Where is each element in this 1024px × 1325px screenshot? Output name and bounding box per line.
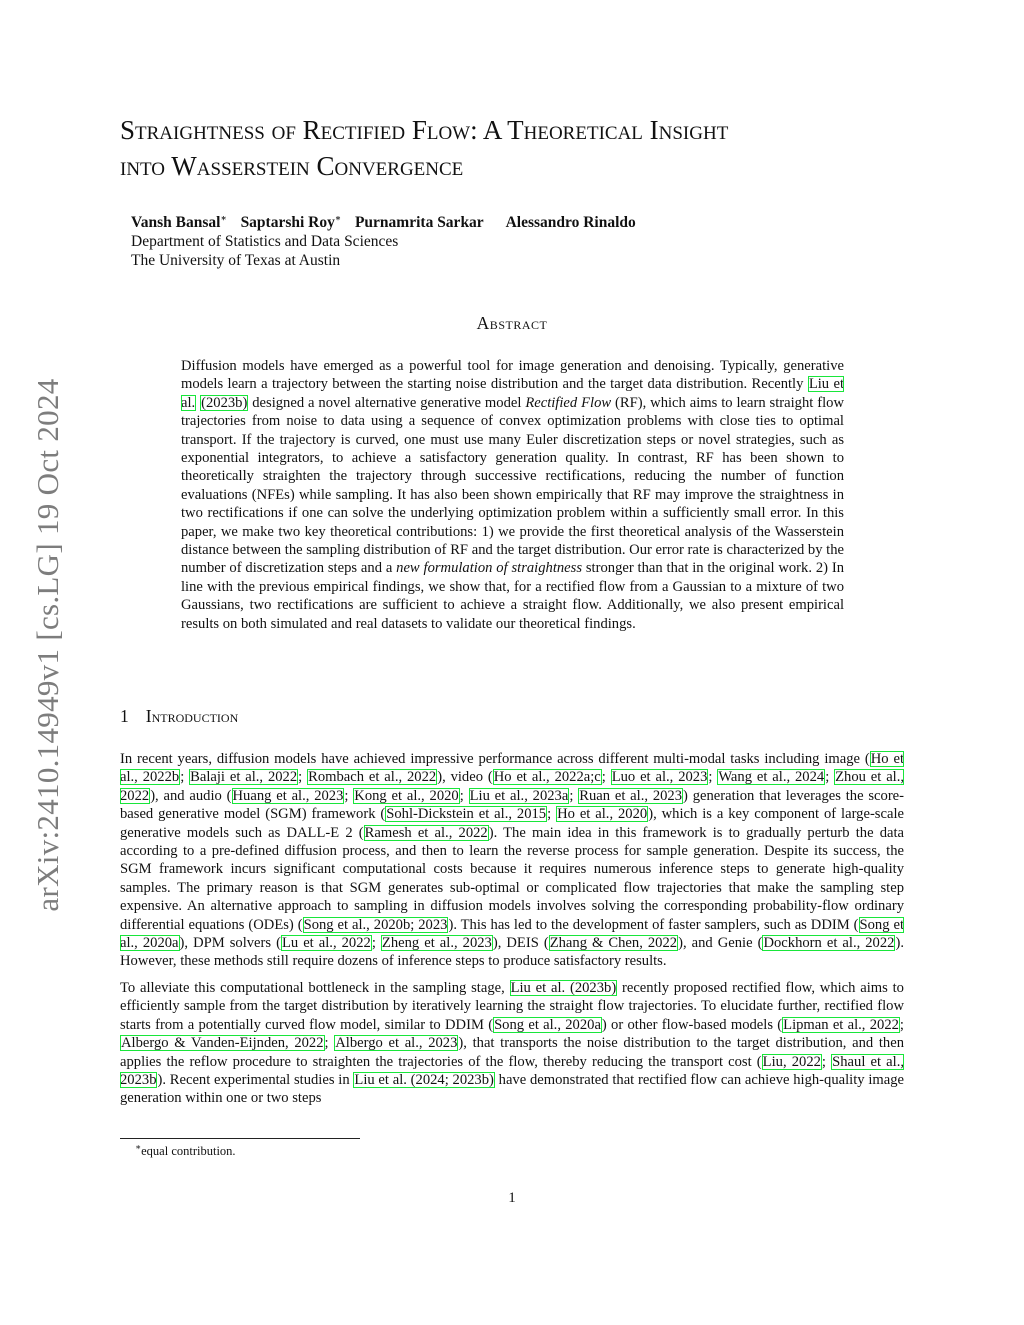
citation-link[interactable]: Ho et al., 2022a;c bbox=[493, 769, 601, 786]
body-text: have demonstrated that rectified flow can achieve high-quality image generation within one or two steps bbox=[120, 1071, 904, 1107]
citation-link[interactable]: Rombach et al., 2022 bbox=[308, 769, 437, 786]
author-university: The University of Texas at Austin bbox=[131, 252, 341, 270]
footnote: ∗equal contribution. bbox=[135, 1142, 236, 1159]
citation-link[interactable]: Shaul et al., 2023b bbox=[120, 1053, 905, 1088]
citation-link[interactable]: Song et al., 2020a bbox=[120, 916, 904, 952]
section-number: 1 bbox=[120, 706, 129, 726]
title-line-1: Straightness of Rectified Flow: A Theoretical Insight bbox=[120, 115, 729, 145]
body-text: ; bbox=[459, 787, 469, 804]
body-text: ). Recent experimental studies in bbox=[157, 1071, 354, 1088]
citation-link[interactable]: (2023b) bbox=[201, 394, 248, 411]
citation-link[interactable]: Song et al., 2020a bbox=[494, 1016, 601, 1033]
body-text: ; bbox=[899, 1016, 904, 1033]
body-text: In recent years, diffusion models have achieved impressive performance across different multi-modal tasks including image ( bbox=[120, 751, 870, 767]
citation-link[interactable]: Dockhorn et al., 2022 bbox=[763, 935, 895, 952]
body-text: ). This has led to the development of faster samplers, such as DDIM ( bbox=[448, 916, 859, 933]
author-name: Purnamrita Sarkar bbox=[354, 214, 484, 232]
author-name: Alessandro Rinaldo bbox=[505, 214, 636, 232]
citation-link[interactable]: Liu et al. (2023b) bbox=[510, 979, 617, 996]
citation-link[interactable]: Liu et al. (2024; 2023b) bbox=[354, 1071, 494, 1088]
body-text: recently proposed rectified flow, which aims to efficiently sample from the target distribution by iteratively learning the straight flow trajectories. To elucidate further, rectified flow starts from a potentially curved flow model, similar to DDIM ( bbox=[120, 979, 904, 1033]
title-line-2: into Wasserstein Convergence bbox=[120, 151, 464, 181]
citation-link[interactable]: Luo et al., 2023 bbox=[611, 769, 708, 786]
citation-link[interactable]: Ruan et al., 2023 bbox=[579, 787, 683, 804]
body-text: ; bbox=[180, 769, 190, 786]
body-text: ; bbox=[601, 769, 611, 786]
body-text: ; bbox=[708, 769, 718, 786]
body-text: ) generation that leverages the score-based generative model (SGM) framework ( bbox=[120, 787, 905, 823]
footnote-divider bbox=[120, 1138, 360, 1139]
citation-link[interactable]: Wang et al., 2024 bbox=[718, 769, 825, 786]
body-text: ; bbox=[569, 787, 579, 804]
body-text: ), DEIS ( bbox=[492, 935, 549, 952]
citation-link[interactable]: Ramesh et al., 2022 bbox=[364, 824, 488, 841]
citation-link[interactable]: Huang et al., 2023 bbox=[232, 787, 344, 804]
body-text: ; bbox=[298, 769, 308, 786]
body-text: ; bbox=[371, 935, 381, 952]
citation-link[interactable]: Lipman et al., 2022 bbox=[783, 1016, 899, 1033]
body-text: To alleviate this computational bottleneck in the sampling stage, bbox=[120, 979, 510, 996]
citation-link[interactable]: Albergo & Vanden-Eijnden, 2022 bbox=[121, 1035, 324, 1052]
section-heading-introduction bbox=[120, 706, 238, 727]
body-text: ). However, these methods still require dozens of inference steps to produce satisfactory results. bbox=[120, 935, 904, 970]
body-text: ; bbox=[821, 1053, 832, 1070]
citation-link[interactable]: Albergo et al., 2023 bbox=[335, 1035, 458, 1052]
author-block bbox=[131, 209, 646, 270]
section-title: Introduction bbox=[145, 706, 239, 726]
body-text: ), and audio ( bbox=[150, 787, 232, 804]
citation-link[interactable]: Liu et al. bbox=[181, 376, 844, 411]
body-text: ), and Genie ( bbox=[678, 935, 763, 952]
citation-link[interactable]: Ho et al., 2020 bbox=[557, 806, 648, 823]
page-number: 1 bbox=[508, 1190, 516, 1206]
author-name: Saptarshi Roy∗ bbox=[240, 213, 342, 232]
citation-link[interactable]: Lu et al., 2022 bbox=[281, 935, 371, 952]
body-text: ), video ( bbox=[437, 769, 493, 786]
body-text: ; bbox=[825, 769, 835, 786]
intro-paragraph-2 bbox=[120, 979, 904, 1108]
citation-link[interactable]: Sohl-Dickstein et al., 2015 bbox=[386, 806, 547, 823]
intro-paragraph-1 bbox=[120, 750, 904, 971]
body-text: ). The main idea in this framework is to gradually perturb the data according to a pre-defined diffusion process, and then to learn the reverse process for sample generation. Despite its success, the SGM framework incurs significant computational costs because it requires numerous inference steps to generate high-quality samples. The primary reason is that SGM generates sub-optimal or complicated flow trajectories that make the sampling step expensive. An alternative approach to sampling in diffusion models involves solving the corresponding probability-flow ordinary differential equations (ODEs) ( bbox=[120, 824, 905, 933]
arxiv-identifier: arXiv:2410.14949v1 [cs.LG] 19 Oct 2024 bbox=[30, 378, 65, 912]
body-text: ), which is a key component of large-scale generative models such as DALL-E 2 ( bbox=[120, 806, 904, 841]
abstract-heading: Abstract bbox=[476, 313, 548, 333]
citation-link[interactable]: Liu et al., 2023a bbox=[469, 787, 569, 804]
citation-link[interactable]: Liu, 2022 bbox=[762, 1053, 821, 1070]
abstract-text: Diffusion models have emerged as a powerful tool for image generation and denoising. Typically, generative models learn a trajectory between the starting noise distribution and the target data distribution. Recently Liu et al. (2023b) designed a novel alternative generative model Rectified Flow (RF), which aims to learn straight flow trajectories from noise to data using a sequence of convex optimization problems with close ties to optimal transport. If the trajectory is curved, one must use many Euler discretization steps or novel strategies, such as exponential integrators, to achieve a satisfactory generation quality. In contrast, RF has been shown to theoretically straighten the trajectory through successive rectifications, reducing the number of function evaluations (NFEs) while sampling. It has also been shown empirically that RF may improve the straightness in two rectifications if one can solve the underlying optimization problem within a sufficiently small error. In this paper, we make two key theoretical contributions: 1) we provide the first theoretical analysis of the Wasserstein distance between the sampling distribution of RF and the target distribution. Our error rate is characterized by the number of discretization steps and a new formulation of straightness stronger than that in the original work. 2) In line with the previous empirical findings, we show that, for a rectified flow from a Gaussian to a mixture of two Gaussians, two rectifications are sufficient to achieve a straight flow. Additionally, we also present empirical results on both simulated and real datasets to validate our theoretical findings. bbox=[181, 358, 844, 632]
citation-link[interactable]: Song et al., 2020b; 2023 bbox=[303, 916, 448, 933]
body-text: ; bbox=[547, 806, 557, 823]
body-text: ), that transports the noise distribution to the target distribution, and then applies the reflow procedure to straighten the trajectories of the flow, thereby reducing the transport cost ( bbox=[120, 1035, 904, 1070]
citation-link[interactable]: Balaji et al., 2022 bbox=[190, 769, 298, 786]
citation-link[interactable]: Ho et al., 2022b bbox=[120, 751, 904, 786]
citation-link[interactable]: Zheng et al., 2023 bbox=[381, 935, 492, 952]
citation-link[interactable]: Zhou et al., 2022 bbox=[120, 769, 905, 804]
citation-link[interactable]: Kong et al., 2020 bbox=[354, 787, 459, 804]
author-names bbox=[131, 209, 646, 232]
citation-link[interactable]: Zhang & Chen, 2022 bbox=[549, 935, 678, 952]
body-text: ; bbox=[344, 787, 354, 804]
body-text: ), DPM solvers ( bbox=[179, 935, 281, 952]
author-name: Vansh Bansal∗ bbox=[131, 213, 227, 232]
body-text: ; bbox=[324, 1035, 335, 1052]
author-department: Department of Statistics and Data Sciences bbox=[131, 233, 399, 251]
paper-title bbox=[120, 112, 920, 184]
introduction-body bbox=[120, 750, 904, 1116]
body-text: ) or other flow-based models ( bbox=[601, 1016, 783, 1033]
